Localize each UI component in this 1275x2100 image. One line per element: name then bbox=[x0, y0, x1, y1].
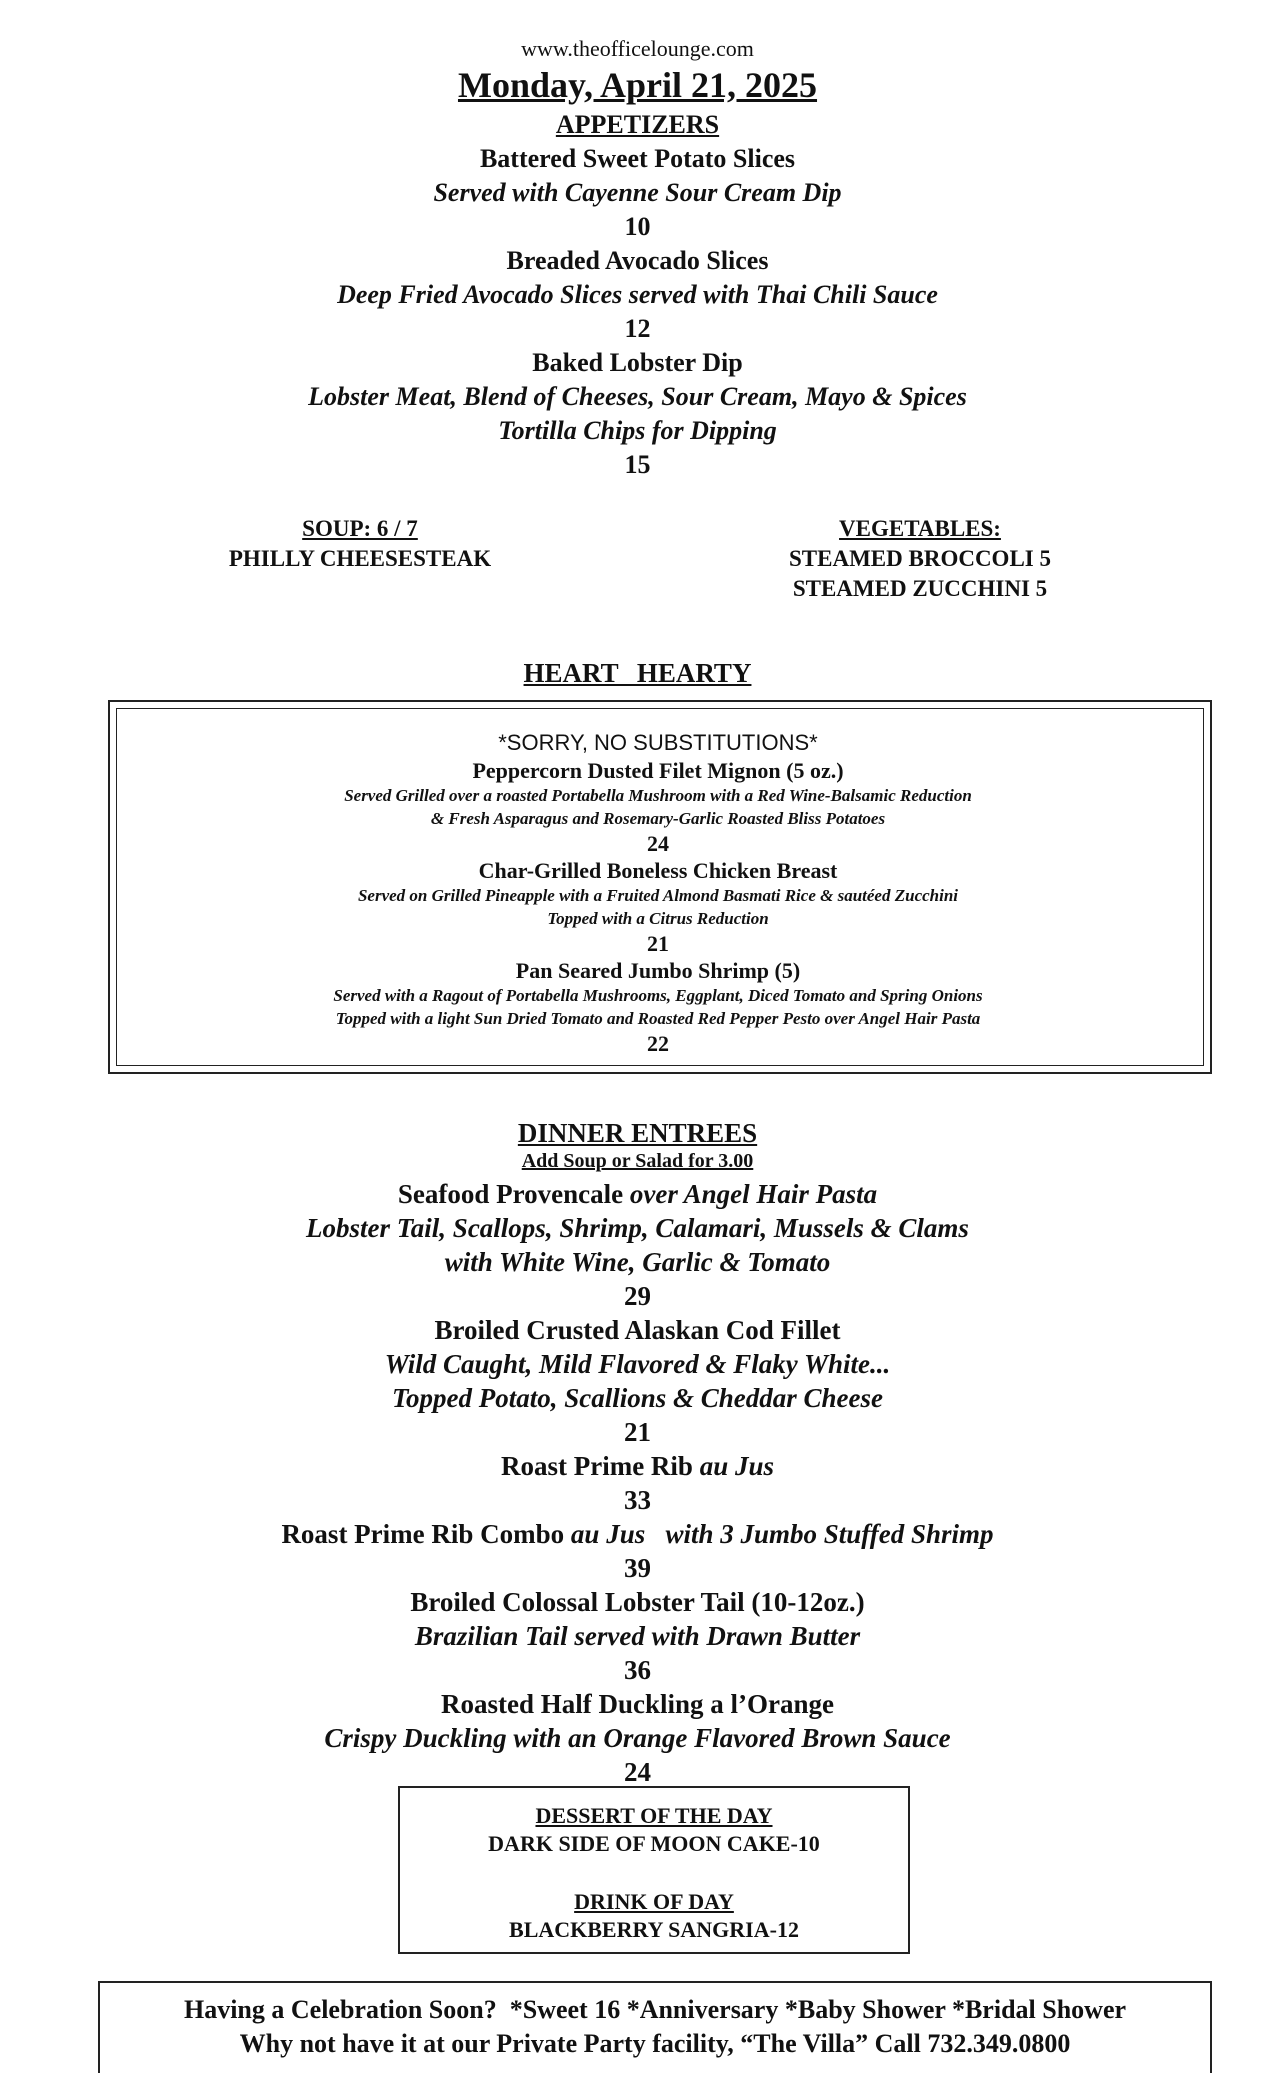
entree-desc: Brazilian Tail served with Drawn Butter bbox=[414, 1621, 861, 1651]
entree-item bbox=[0, 1585, 1275, 1687]
entree-item bbox=[0, 1687, 1275, 1789]
entree-name: Roasted Half Duckling a l’Orange bbox=[440, 1689, 834, 1719]
entree-name-suffix: au Jus with 3 Jumbo Stuffed Shrimp bbox=[564, 1519, 994, 1549]
heart-hearty-price: 22 bbox=[647, 1031, 669, 1056]
appetizer-name: Baked Lobster Dip bbox=[532, 348, 743, 377]
entree-name-suffix: over Angel Hair Pasta bbox=[623, 1179, 878, 1209]
entree-price: 33 bbox=[624, 1485, 651, 1515]
heart-hearty-title: HEART HEARTY bbox=[523, 658, 752, 688]
appetizer-price: 12 bbox=[624, 314, 651, 343]
appetizer-desc: Lobster Meat, Blend of Cheeses, Sour Cream, Mayo & Spices bbox=[308, 382, 967, 411]
vegetables-label: VEGETABLES: bbox=[839, 516, 1001, 541]
entree-name: Broiled Crusted Alaskan Cod Fillet bbox=[434, 1315, 841, 1345]
appetizer-desc: Deep Fried Avocado Slices served with Thai Chili Sauce bbox=[337, 280, 938, 309]
entree-item bbox=[0, 1177, 1275, 1313]
entree-desc: Topped Potato, Scallions & Cheddar Cheese bbox=[391, 1383, 884, 1413]
entree-name-suffix: au Jus bbox=[692, 1451, 774, 1481]
heart-hearty-desc: & Fresh Asparagus and Rosemary-Garlic Roasted Bliss Potatoes bbox=[430, 809, 886, 828]
entree-desc: with White Wine, Garlic & Tomato bbox=[444, 1247, 831, 1277]
heart-hearty-desc: Topped with a light Sun Dried Tomato and Roasted Red Pepper Pesto over Angel Hair Pasta bbox=[335, 1009, 981, 1028]
entree-price: 39 bbox=[624, 1553, 651, 1583]
entree-item bbox=[0, 1313, 1275, 1449]
substitution-note: *SORRY, NO SUBSTITUTIONS* bbox=[498, 730, 818, 755]
soup-label: SOUP: 6 / 7 bbox=[302, 516, 418, 541]
appetizer-name: Battered Sweet Potato Slices bbox=[479, 144, 796, 173]
heart-hearty-desc: Topped with a Citrus Reduction bbox=[547, 909, 769, 928]
appetizer-item bbox=[0, 346, 1275, 482]
dinner-entrees-list bbox=[0, 1177, 1275, 1789]
vegetable-item: STEAMED ZUCCHINI 5 bbox=[792, 576, 1048, 601]
appetizer-price: 10 bbox=[624, 212, 651, 241]
entree-name: Seafood Provencale bbox=[397, 1179, 624, 1209]
heart-hearty-price: 21 bbox=[647, 931, 669, 956]
heart-hearty-price: 24 bbox=[647, 831, 669, 856]
entree-price: 21 bbox=[624, 1417, 651, 1447]
drink-label: DRINK OF DAY bbox=[574, 1889, 734, 1914]
website-url[interactable]: www.theofficelounge.com bbox=[521, 36, 754, 61]
entree-price: 29 bbox=[624, 1281, 651, 1311]
heart-hearty-item bbox=[108, 758, 1208, 858]
dessert-label: DESSERT OF THE DAY bbox=[535, 1803, 773, 1828]
heart-hearty-desc: Served Grilled over a roasted Portabella Mushroom with a Red Wine-Balsamic Reduction bbox=[344, 786, 972, 805]
drink-of-day: BLACKBERRY SANGRIA-12 bbox=[509, 1917, 799, 1942]
appetizer-desc: Tortilla Chips for Dipping bbox=[498, 416, 777, 445]
soup-section bbox=[210, 514, 510, 574]
footer-promo bbox=[98, 1993, 1212, 2061]
appetizer-price: 15 bbox=[624, 450, 651, 479]
entree-item bbox=[0, 1517, 1275, 1585]
entree-desc: Crispy Duckling with an Orange Flavored Brown Sauce bbox=[324, 1723, 951, 1753]
heart-hearty-content bbox=[108, 728, 1208, 1058]
appetizer-item bbox=[0, 142, 1275, 244]
dinner-entrees-title: DINNER ENTREES bbox=[517, 1118, 758, 1148]
heart-hearty-item bbox=[108, 958, 1208, 1058]
appetizer-name: Breaded Avocado Slices bbox=[506, 246, 769, 275]
entree-name: Roast Prime Rib bbox=[500, 1451, 693, 1481]
menu-date: Monday, April 21, 2025 bbox=[457, 65, 818, 105]
appetizer-desc: Served with Cayenne Sour Cream Dip bbox=[433, 178, 842, 207]
entree-price: 36 bbox=[624, 1655, 651, 1685]
entree-name: Roast Prime Rib Combo bbox=[281, 1519, 565, 1549]
heart-hearty-desc: Served with a Ragout of Portabella Mushrooms, Eggplant, Diced Tomato and Spring Onions bbox=[333, 986, 983, 1005]
heart-hearty-item bbox=[108, 858, 1208, 958]
entree-desc: Wild Caught, Mild Flavored & Flaky White... bbox=[384, 1349, 891, 1379]
footer-line-2: Why not have it at our Private Party facility, “The Villa” Call 732.349.0800 bbox=[239, 2029, 1071, 2058]
entree-name: Broiled Colossal Lobster Tail (10-12oz.) bbox=[410, 1587, 865, 1617]
appetizers-section bbox=[0, 108, 1275, 482]
heart-hearty-name: Pan Seared Jumbo Shrimp (5) bbox=[515, 958, 801, 983]
entree-price: 24 bbox=[624, 1757, 651, 1787]
vegetables-section bbox=[760, 514, 1080, 604]
entree-item bbox=[0, 1449, 1275, 1517]
heart-hearty-name: Char-Grilled Boneless Chicken Breast bbox=[478, 858, 838, 883]
appetizer-item bbox=[0, 244, 1275, 346]
dinner-entrees-subtitle: Add Soup or Salad for 3.00 bbox=[521, 1150, 754, 1172]
vegetable-item: STEAMED BROCCOLI 5 bbox=[789, 546, 1051, 571]
footer-line-1: Having a Celebration Soon? *Sweet 16 *Anniversary *Baby Shower *Bridal Shower bbox=[183, 1995, 1127, 2024]
heart-hearty-desc: Served on Grilled Pineapple with a Fruited Almond Basmati Rice & sautéed Zucchini bbox=[357, 886, 959, 905]
dessert-of-day: DARK SIDE OF MOON CAKE-10 bbox=[488, 1831, 820, 1856]
appetizers-title: APPETIZERS bbox=[555, 110, 720, 139]
daily-specials-box bbox=[398, 1786, 910, 1954]
entree-desc: Lobster Tail, Scallops, Shrimp, Calamari, Mussels & Clams bbox=[306, 1213, 969, 1243]
soup-name: PHILLY CHEESESTEAK bbox=[228, 546, 492, 571]
heart-hearty-name: Peppercorn Dusted Filet Mignon (5 oz.) bbox=[472, 758, 844, 783]
